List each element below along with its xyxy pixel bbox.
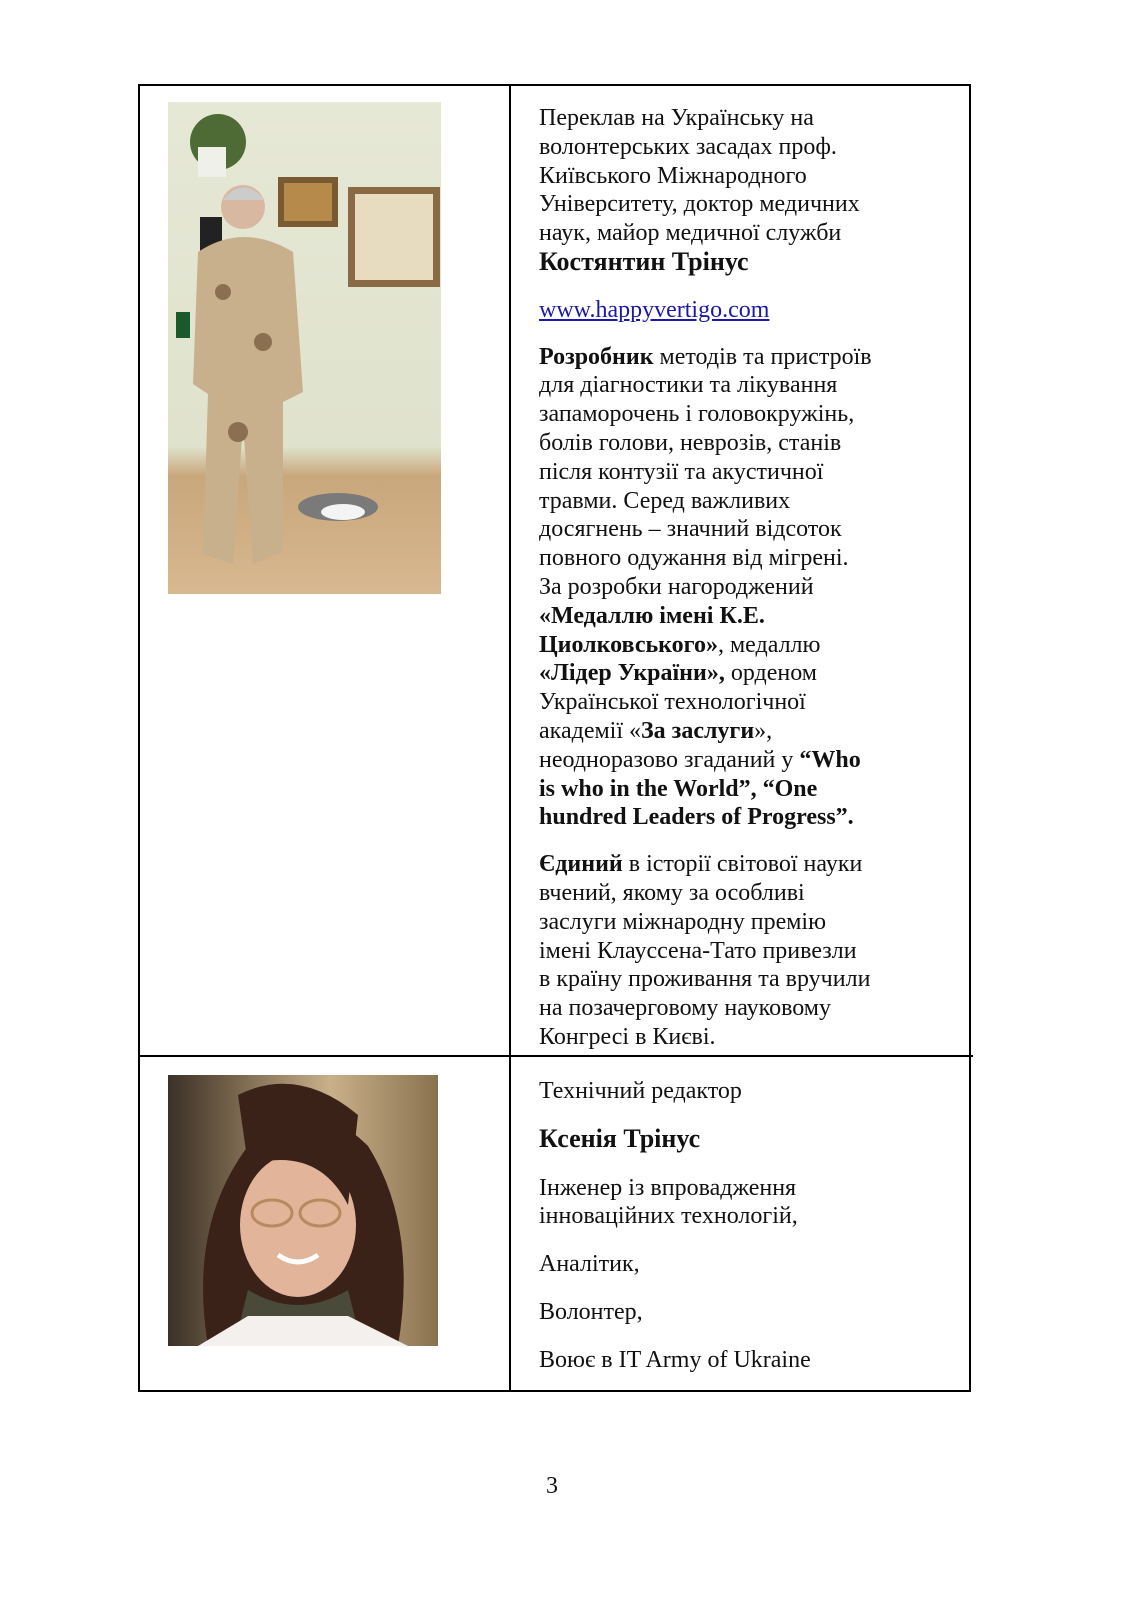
text-line [539,850,872,879]
text-line [539,717,872,746]
text-line [539,1125,811,1155]
text-segment: Розробник [539,343,654,370]
text-segment: is who in the World”, “One [539,775,818,802]
text-line [539,515,872,544]
text-segment: болів голови, неврозів, станів [539,429,842,456]
text-line [539,248,872,278]
text-segment: “Who [799,746,861,773]
text-segment: в країну проживання та вручили [539,966,871,993]
text-line [539,631,872,660]
text-segment: Київського Міжнародного [539,162,807,189]
paragraph [539,1298,811,1327]
text-segment: «Лідер України», [539,660,725,687]
text-line [539,965,872,994]
text-segment: Єдиний [539,851,623,878]
text-segment: Переклав на Українську на [539,105,814,131]
text-segment: Української технологічної [539,689,806,716]
text-segment: методів та пристроїв [653,343,872,370]
text-segment: для діагностики та лікування [539,372,838,399]
paragraph [539,296,872,325]
text-line [539,1250,811,1279]
text-line [539,400,872,429]
text-segment: Університету, доктор медичних [539,191,860,218]
text-segment: Технічний редактор [539,1078,742,1104]
text-segment: За розробки нагороджений [539,573,814,600]
person-name: Костянтин Трінус [539,246,749,276]
text-segment: вчений, якому за особливі [539,879,805,906]
column-divider [509,84,511,1392]
text-line [539,1023,872,1052]
paragraph [539,1250,811,1279]
text-segment: травми. Серед важливих [539,487,791,514]
text-line [539,487,872,516]
text-line [539,429,872,458]
text-line [539,602,872,631]
text-line [539,688,872,717]
text-line [539,458,872,487]
text-segment: орденом [724,660,817,687]
text-segment: Воює в IT Army of Ukraine [539,1346,811,1373]
text-segment: досягнень – значний відсоток [539,516,842,543]
text-segment: », [754,717,773,744]
text-line [539,1077,811,1106]
text-segment: запаморочень і головокружінь, [539,401,855,428]
text-segment: За заслуги [641,717,755,744]
photo-kostiantyn-trinus [168,102,441,594]
row-divider [138,1055,973,1057]
paragraph [539,1174,811,1232]
text-segment: Аналітик, [539,1251,640,1278]
text-line [539,162,872,191]
text-segment: інноваційних технологій, [539,1203,798,1230]
text-segment: hundred Leaders of Progress”. [539,804,854,831]
paragraph [539,850,872,1052]
text-segment: Інженер із впровадження [539,1174,797,1201]
text-segment: в історії світової науки [622,851,863,878]
text-line [539,746,872,775]
text-line [539,775,872,804]
text-line [539,1346,811,1375]
text-line [539,1202,811,1231]
text-segment: волонтерських засадах проф. [539,133,837,160]
text-segment: імені Клауссена-Тато привезли [539,937,857,964]
person-name: Ксенія Трінус [539,1123,701,1153]
text-segment: Волонтер, [539,1298,643,1325]
text-line [539,803,872,832]
text-segment: академії « [539,717,641,744]
text-segment: на позачерговому науковому [539,995,831,1022]
text-line [539,994,872,1023]
paragraph [539,1077,811,1106]
bio-text-kseniia [539,1077,811,1375]
text-line [539,573,872,602]
text-line [539,1174,811,1203]
page-number: 3 [546,1473,558,1499]
text-line [539,659,872,688]
text-line [539,190,872,219]
text-line [539,908,872,937]
text-segment: , медаллю [717,631,821,658]
text-line [539,879,872,908]
bio-text-kostiantyn [539,104,872,1052]
text-segment: заслуги міжнародну премію [539,908,827,935]
text-line [539,937,872,966]
text-segment: «Медаллю імені К.Е. [539,602,765,629]
text-line [539,104,872,133]
photo-kseniia-trinus [168,1075,438,1346]
text-line [539,343,872,372]
text-segment: Конгресі в Києві. [539,1023,716,1050]
paragraph [539,1346,811,1375]
text-line [539,371,872,400]
text-segment: Циолковського» [539,631,718,658]
text-segment: наук, майор медичної служби [539,220,842,247]
text-segment: повного одужання від мігрені. [539,545,849,572]
text-line [539,219,872,248]
text-segment: неодноразово згаданий у [539,746,800,773]
text-segment: після контузії та акустичної [539,458,824,485]
paragraph [539,104,872,278]
text-line [539,544,872,573]
paragraph [539,1125,811,1155]
website-link[interactable]: www.happyvertigo.com [539,296,770,323]
text-line [539,1298,811,1327]
text-line [539,133,872,162]
paragraph [539,343,872,833]
